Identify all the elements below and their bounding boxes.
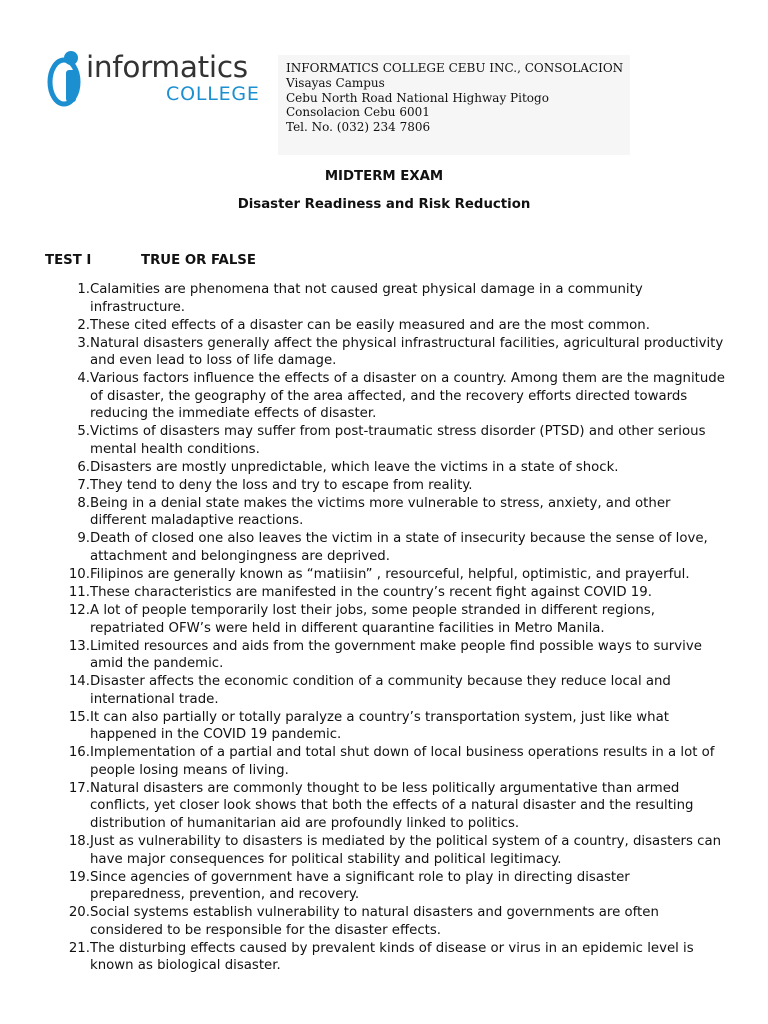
question-list bbox=[48, 281, 728, 975]
question-item bbox=[48, 780, 728, 833]
school-name: INFORMATICS COLLEGE CEBU INC., CONSOLACION bbox=[286, 61, 624, 75]
exam-title: MIDTERM EXAM bbox=[324, 169, 444, 184]
question-item bbox=[48, 940, 728, 975]
question-number: 19. bbox=[68, 869, 90, 885]
question-item bbox=[48, 566, 728, 584]
question-text: Victims of disasters may suffer from post-traumatic stress disorder (PTSD) and other serious mental health conditions. bbox=[90, 424, 706, 457]
question-text: Just as vulnerability to disasters is mediated by the political system of a country, disasters can have major consequences for political stability and political legitimacy. bbox=[90, 834, 722, 867]
test-label: TEST I bbox=[45, 253, 92, 268]
question-item bbox=[48, 281, 728, 316]
question-text: Calamities are phenomena that not caused great physical damage in a community infrastructure. bbox=[90, 282, 643, 315]
question-item bbox=[48, 904, 728, 939]
question-number: 20. bbox=[68, 905, 90, 921]
question-item bbox=[48, 709, 728, 744]
question-text: These characteristics are manifested in the country’s recent fight against COVID 19. bbox=[90, 585, 652, 600]
address-city: Consolacion Cebu 6001 bbox=[286, 105, 430, 120]
question-text: Since agencies of government have a significant role to play in directing disaster preparedness, prevention, and recovery. bbox=[90, 869, 630, 903]
question-text: These cited effects of a disaster can be easily measured and are the most common. bbox=[90, 317, 650, 333]
question-item bbox=[48, 530, 728, 565]
question-number: 7. bbox=[77, 477, 90, 493]
logo-wordmark: informatics bbox=[86, 50, 248, 84]
question-number: 3. bbox=[77, 335, 90, 351]
question-item bbox=[48, 495, 728, 530]
question-text: Natural disasters are commonly thought to be less politically argumentative than armed conflicts, yet closer look shows that both the effects of a natural disaster and the resulting distribution of humanitarian aid are profoundly linked to politics. bbox=[90, 780, 694, 832]
question-text: Disaster affects the economic condition of a community because they reduce local and international trade. bbox=[90, 674, 671, 707]
college-logo bbox=[46, 48, 272, 110]
exam-subject: Disaster Readiness and Risk Reduction bbox=[237, 197, 531, 212]
question-text: Filipinos are generally known as “matiisin” , resourceful, helpful, optimistic, and prayerful. bbox=[90, 567, 690, 583]
question-number: 9. bbox=[77, 531, 90, 547]
question-number: 15. bbox=[68, 709, 90, 725]
question-number: 21. bbox=[68, 940, 90, 956]
question-item bbox=[48, 370, 728, 423]
question-item bbox=[48, 602, 728, 637]
question-item bbox=[48, 335, 728, 370]
question-number: 11. bbox=[68, 585, 90, 600]
question-number: 17. bbox=[68, 780, 90, 796]
question-item bbox=[48, 423, 728, 458]
question-number: 14. bbox=[68, 674, 90, 690]
question-item bbox=[48, 673, 728, 708]
question-text: They tend to deny the loss and try to escape from reality. bbox=[90, 477, 473, 493]
question-text: Disasters are mostly unpredictable, which leave the victims in a state of shock. bbox=[90, 459, 619, 475]
question-item bbox=[48, 833, 728, 868]
question-item bbox=[48, 459, 728, 477]
question-number: 12. bbox=[68, 602, 90, 618]
address-street: Cebu North Road National Highway Pitogo bbox=[286, 90, 549, 105]
question-number: 8. bbox=[77, 495, 90, 511]
question-number: 5. bbox=[77, 424, 90, 440]
question-text: A lot of people temporarily lost their jobs, some people stranded in different regions, repatriated OFW’s were held in different quarantine facilities in Metro Manila. bbox=[90, 602, 655, 636]
question-item bbox=[48, 317, 728, 335]
question-number: 1. bbox=[77, 282, 90, 297]
question-item bbox=[48, 584, 728, 602]
question-text: Natural disasters generally affect the physical infrastructural facilities, agricultural productivity and even lead to loss of life damage. bbox=[90, 335, 724, 369]
telephone: Tel. No. (032) 234 7806 bbox=[286, 120, 431, 135]
logo-subtitle: COLLEGE bbox=[166, 83, 260, 105]
question-text: Being in a denial state makes the victims more vulnerable to stress, anxiety, and other different maladaptive reactions. bbox=[90, 495, 671, 529]
question-item bbox=[48, 744, 728, 779]
test-heading bbox=[45, 253, 256, 268]
school-address-block bbox=[278, 55, 630, 155]
question-text: It can also partially or totally paralyze a country’s transportation system, just like what happened in the COVID 19 pandemic. bbox=[90, 709, 669, 743]
campus-name: Visayas Campus bbox=[286, 75, 385, 90]
question-item bbox=[48, 638, 728, 673]
question-number: 2. bbox=[77, 317, 90, 333]
test-type: TRUE OR FALSE bbox=[141, 253, 256, 268]
question-text: Implementation of a partial and total shut down of local business operations results in a lot of people losing means of living. bbox=[90, 745, 715, 778]
question-item bbox=[48, 869, 728, 904]
question-text: Limited resources and aids from the government make people find possible ways to survive amid the pandemic. bbox=[90, 638, 702, 672]
question-number: 18. bbox=[68, 834, 90, 850]
question-text: Death of closed one also leaves the victim in a state of insecurity because the sense of love, attachment and belongingness are deprived. bbox=[90, 531, 708, 565]
question-number: 16. bbox=[68, 745, 90, 761]
question-number: 6. bbox=[77, 459, 90, 475]
question-number: 13. bbox=[68, 638, 90, 654]
question-item bbox=[48, 477, 728, 495]
question-text: Various factors influence the effects of a disaster on a country. Among them are the magnitude of disaster, the geography of the area affected, and the recovery efforts directed towards reducing the immediate effects of disaster. bbox=[90, 371, 725, 422]
question-number: 10. bbox=[68, 567, 90, 583]
question-text: The disturbing effects caused by prevalent kinds of disease or virus in an epidemic level is known as biological disaster. bbox=[90, 940, 694, 974]
question-text: Social systems establish vulnerability to natural disasters and governments are often considered to be responsible for the disaster effects. bbox=[90, 905, 659, 938]
question-number: 4. bbox=[77, 371, 90, 387]
